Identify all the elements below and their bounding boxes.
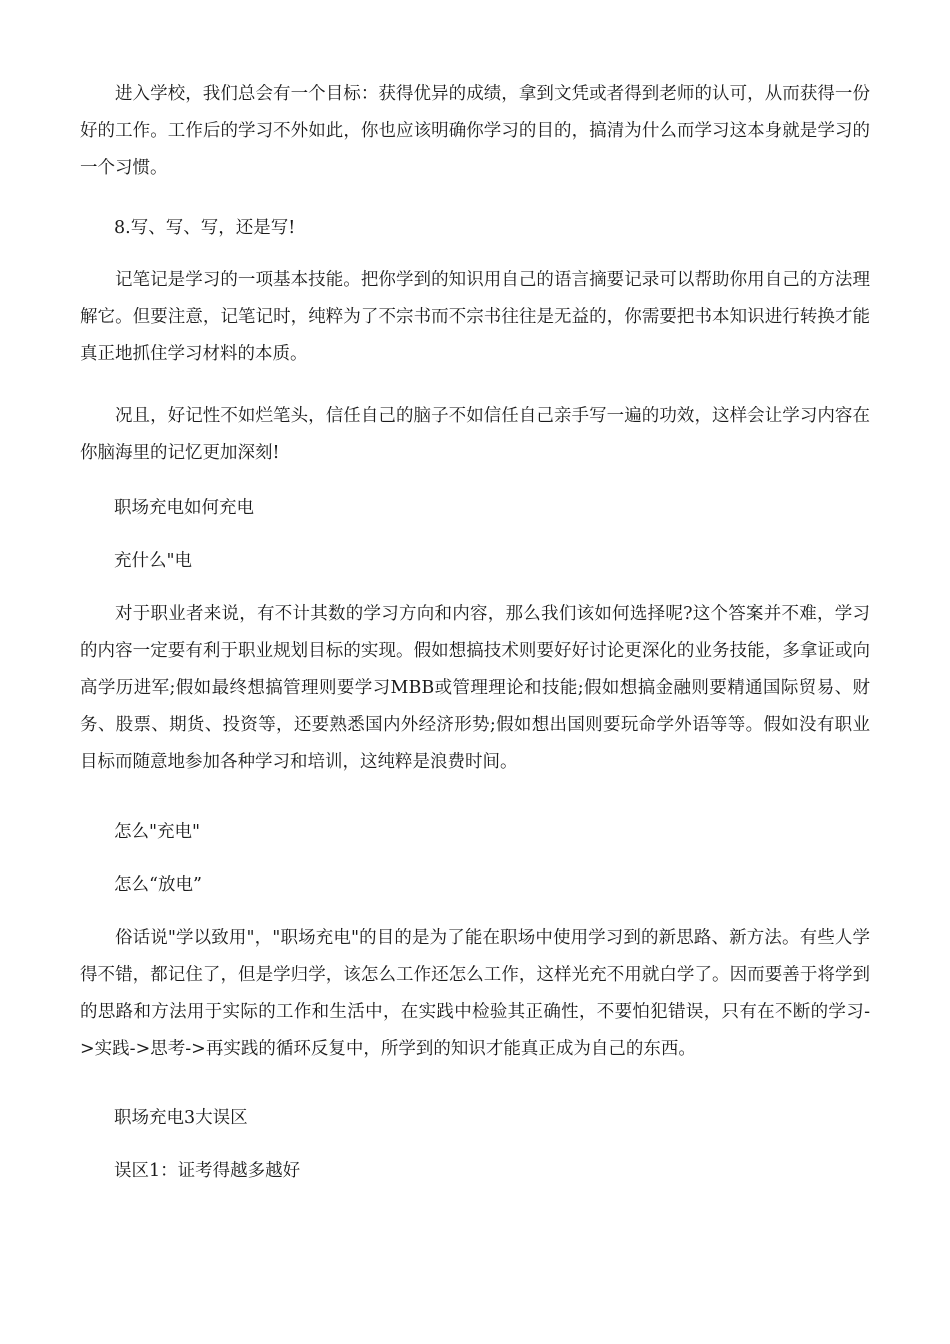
paragraph-memory: 况且，好记性不如烂笔头，信任自己的脑子不如信任自己亲手写一遍的功效，这样会让学习内容在你脑海里的记忆更加深刻! (80, 406, 870, 463)
heading-how-to-charge: 怎么"充电" (114, 822, 201, 842)
paragraph-study-goal: 进入学校，我们总会有一个目标：获得优异的成绩，拿到文凭或者得到老师的认可，从而获得一份好的工作。工作后的学习不外如此，你也应该明确你学习的目的，搞清为什么而学习这本身就是学习的一个习惯。 (80, 84, 870, 178)
heading-write: 8.写、写、写，还是写! (114, 218, 296, 238)
paragraph-note-taking: 记笔记是学习的一项基本技能。把你学到的知识用自己的语言摘要记录可以帮助你用自己的方法理解它。但要注意，记笔记时，纯粹为了不宗书而不宗书往往是无益的，你需要把书本知识进行转换才能真正地抓住学习材料的本质。 (80, 270, 870, 364)
paragraph-learning-direction: 对于职业者来说，有不计其数的学习方向和内容，那么我们该如何选择呢?这个答案并不难，学习的内容一定要有利于职业规划目标的实现。假如想搞技术则要好好讨论更深化的业务技能，多拿证或向高学历进军;假如最终想搞管理则要学习MBB或管理理论和技能;假如想搞金融则要精通国际贸易、财务、股票、期货、投资等，还要熟悉国内外经济形势;假如想出国则要玩命学外语等等。假如没有职业目标而随意地参加各种学习和培训，这纯粹是浪费时间。 (80, 604, 870, 772)
heading-what-to-charge: 充什么"电 (114, 551, 193, 571)
heading-how-to-recharge: 职场充电如何充电 (114, 498, 254, 518)
heading-pitfall-1: 误区1：证考得越多越好 (114, 1161, 301, 1181)
paragraph-apply-learning: 俗话说"学以致用"，"职场充电"的目的是为了能在职场中使用学习到的新思路、新方法。有些人学得不错，都记住了，但是学归学，该怎么工作还怎么工作，这样光充不用就白学了。因而要善于将学到的思路和方法用于实际的工作和生活中，在实践中检验其正确性，不要怕犯错误，只有在不断的学习->实践->思考->再实践的循环反复中，所学到的知识才能真正成为自己的东西。 (80, 928, 870, 1059)
heading-how-to-discharge: 怎么“放电” (114, 875, 202, 895)
heading-three-pitfalls: 职场充电3大误区 (114, 1108, 248, 1128)
